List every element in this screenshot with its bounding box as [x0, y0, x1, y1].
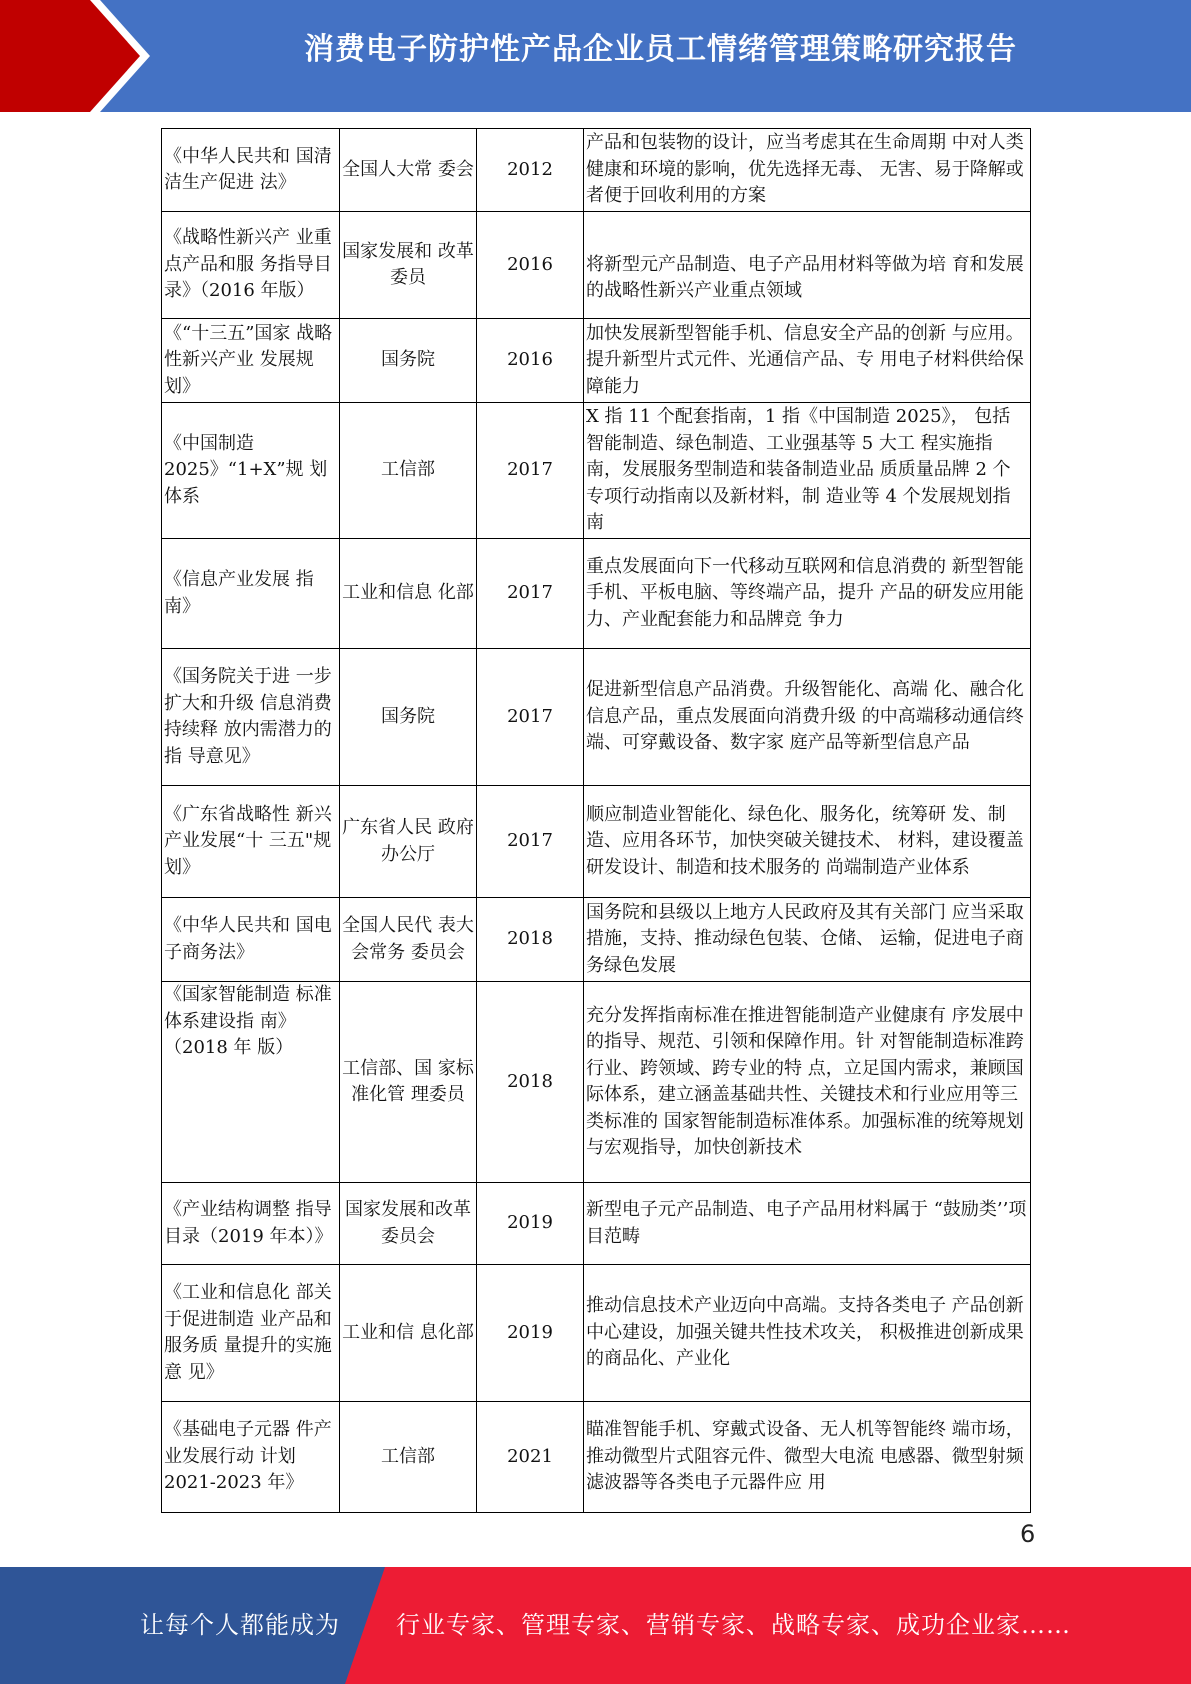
table-row — [162, 1402, 1031, 1513]
issuing-body: 全国人大常 委会 — [340, 129, 477, 212]
policy-name: 《中华人民共和 国电子商务法》 — [162, 898, 340, 982]
policy-name: 《“十三五”国家 战略性新兴产业 发展规划》 — [162, 319, 340, 403]
footer-slogan-left: 让每个人都能成为 — [140, 1611, 340, 1639]
policy-content: 顺应制造业智能化、绿色化、服务化，统筹研 发、制造、应用各环节，加快突破关键技术、 材料，建设覆盖研发设计、制造和技术服务的 尚端制造产业体系 — [584, 786, 1031, 898]
policy-name: 《中华人民共和 国清洁生产促进 法》 — [162, 129, 340, 212]
policy-name: 《国家智能制造 标准体系建设指 南》（2018 年 版） — [162, 982, 340, 1183]
issuing-body: 国务院 — [340, 649, 477, 786]
issue-year: 2016 — [477, 212, 584, 319]
issue-year: 2019 — [477, 1265, 584, 1402]
issue-year: 2016 — [477, 319, 584, 403]
table-row — [162, 1265, 1031, 1402]
policy-content: 加快发展新型智能手机、信息安全产品的创新 与应用。提升新型片式元件、光通信产品、专 用电子材料供给保障能力 — [584, 319, 1031, 403]
issue-year: 2018 — [477, 898, 584, 982]
policy-name: 《信息产业发展 指南》 — [162, 539, 340, 649]
table-row — [162, 649, 1031, 786]
header-title: 消费电子防护性产品企业员工情绪管理策略研究报告 — [304, 32, 1017, 67]
policy-name: 《基础电子元器 件产业发展行动 计划 2021-2023 年》 — [162, 1402, 340, 1513]
page-header — [0, 0, 1191, 112]
table-row — [162, 319, 1031, 403]
page-number: 6 — [1020, 1520, 1036, 1548]
table-row — [162, 1183, 1031, 1265]
issuing-body: 工信部 — [340, 403, 477, 539]
policy-name: 《产业结构调整 指导目录（2019 年本）》 — [162, 1183, 340, 1265]
issuing-body: 国家发展和改革委员会 — [340, 1183, 477, 1265]
issuing-body: 工信部 — [340, 1402, 477, 1513]
issue-year: 2012 — [477, 129, 584, 212]
policy-name: 《工业和信息化 部关于促进制造 业产品和服务质 量提升的实施意 见》 — [162, 1265, 340, 1402]
policy-name: 《广东省战略性 新兴产业发展“十 三五"规划》 — [162, 786, 340, 898]
policy-table — [161, 128, 1031, 1513]
issue-year: 2017 — [477, 539, 584, 649]
table-row — [162, 898, 1031, 982]
policy-name: 《中国制造 2025》“1+X”规 划体系 — [162, 403, 340, 539]
policy-name: 《战略性新兴产 业重点产品和服 务指导目录》（2016 年版） — [162, 212, 340, 319]
policy-content: 促进新型信息产品消费。升级智能化、高端 化、融合化信息产品，重点发展面向消费升级 的中高端移动通信终端、可穿戴设备、数字家 庭产品等新型信息产品 — [584, 649, 1031, 786]
policy-content: 产品和包装物的设计，应当考虑其在生命周期 中对人类健康和环境的影响，优先选择无毒、 无害、易于降解或者便于回收利用的方案 — [584, 129, 1031, 212]
table-row — [162, 982, 1031, 1183]
issue-year: 2017 — [477, 403, 584, 539]
policy-content: X 指 11 个配套指南，1 指《中国制造 2025》， 包括智能制造、绿色制造、工业强基等 5 大工 程实施指南，发展服务型制造和装备制造业品 质质量品牌 2 个专项行动指南以及新材料，制 造业等 4 个发展规划指南 — [584, 403, 1031, 539]
issue-year: 2018 — [477, 982, 584, 1183]
issuing-body: 工业和信 息化部 — [340, 1265, 477, 1402]
issue-year: 2017 — [477, 649, 584, 786]
policy-content: 瞄准智能手机、穿戴式设备、无人机等智能终 端市场，推动微型片式阻容元件、微型大电流 电感器、微型射频滤波器等各类电子元器件应 用 — [584, 1402, 1031, 1513]
issuing-body: 全国人民代 表大会常务 委员会 — [340, 898, 477, 982]
policy-content: 国务院和县级以上地方人民政府及其有关部门 应当采取措施，支持、推动绿色包装、仓储、 运输，促进电子商务绿色发展 — [584, 898, 1031, 982]
footer-slogan-right: 行业专家、管理专家、营销专家、战略专家、成功企业家…… — [396, 1611, 1071, 1639]
issuing-body: 国家发展和 改革委员 — [340, 212, 477, 319]
table-row — [162, 786, 1031, 898]
policy-content: 将新型元产品制造、电子产品用材料等做为培 育和发展的战略性新兴产业重点领域 — [584, 212, 1031, 319]
page-footer — [0, 1567, 1191, 1684]
table-row — [162, 129, 1031, 212]
issuing-body: 工信部、国 家标准化管 理委员 — [340, 982, 477, 1183]
table-row — [162, 539, 1031, 649]
policy-content: 新型电子元产品制造、电子产品用材料属于 “鼓励类’’项目范畴 — [584, 1183, 1031, 1265]
table-row — [162, 403, 1031, 539]
policy-content: 充分发挥指南标准在推进智能制造产业健康有 序发展中的指导、规范、引领和保障作用。针 对智能制造标准跨行业、跨领域、跨专业的特 点，立足国内需求，兼顾国际体系，建立涵盖基础共性、关键技术和行业应用等三类标准的 国家智能制造标准体系。加强标准的统筹规划 与宏观指导，加快创新技术 — [584, 982, 1031, 1183]
issuing-body: 国务院 — [340, 319, 477, 403]
issue-year: 2019 — [477, 1183, 584, 1265]
policy-name: 《国务院关于进 一步扩大和升级 信息消费持续释 放内需潜力的指 导意见》 — [162, 649, 340, 786]
issuing-body: 广东省人民 政府办公厅 — [340, 786, 477, 898]
header-red-arrow — [0, 0, 150, 112]
issue-year: 2021 — [477, 1402, 584, 1513]
issuing-body: 工业和信息 化部 — [340, 539, 477, 649]
issue-year: 2017 — [477, 786, 584, 898]
table-row — [162, 212, 1031, 319]
policy-content: 重点发展面向下一代移动互联网和信息消费的 新型智能手机、平板电脑、等终端产品，提升 产品的研发应用能力、产业配套能力和品牌竞 争力 — [584, 539, 1031, 649]
policy-content: 推动信息技术产业迈向中高端。支持各类电子 产品创新中心建设，加强关键共性技术攻关， 积极推进创新成果的商品化、产业化 — [584, 1265, 1031, 1402]
